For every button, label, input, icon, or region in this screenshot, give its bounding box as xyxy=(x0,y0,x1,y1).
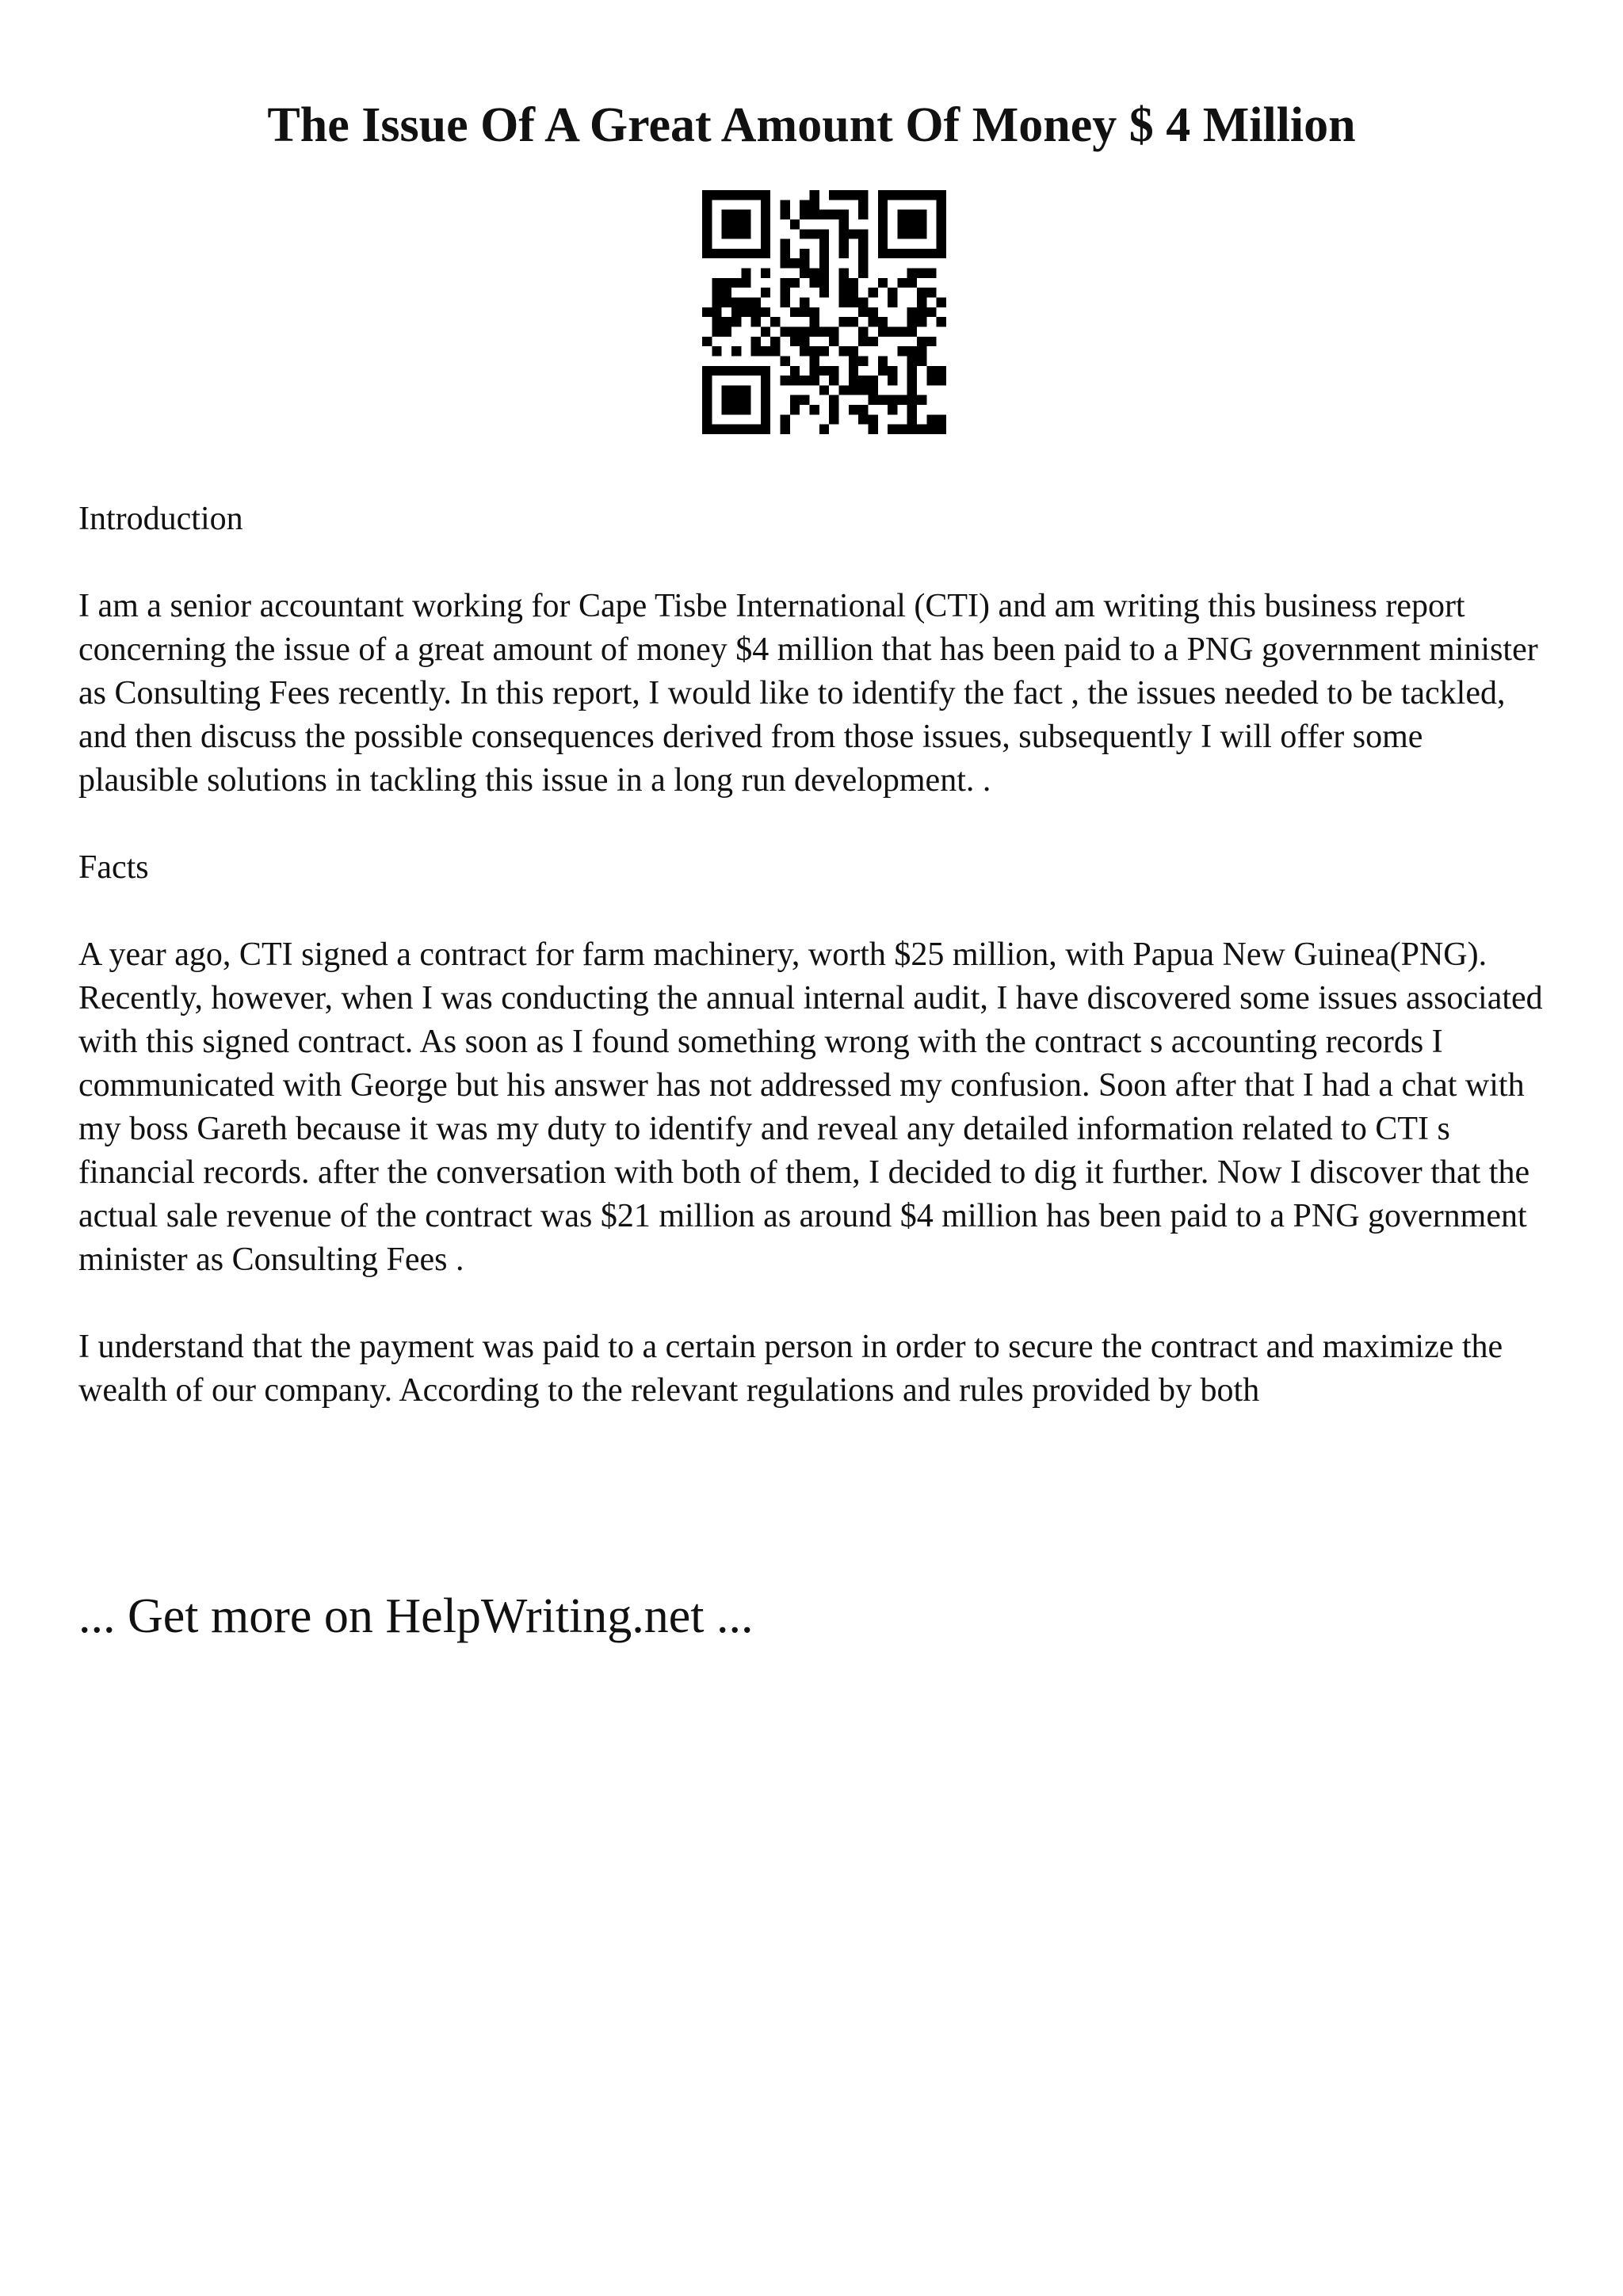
document-title: The Issue Of A Great Amount Of Money $ 4 Million xyxy=(267,98,1356,152)
helpwriting-link[interactable]: ... Get more on HelpWriting.net ... xyxy=(78,1589,754,1643)
facts-paragraph-2: I understand that the payment was paid to a certain person in order to secure the contract and maximize the wealth of our company. According to the relevant regulations and rules provided by both xyxy=(78,1329,1503,1409)
document-body xyxy=(78,498,1545,1413)
section-heading-facts: Facts xyxy=(78,849,149,886)
qr-code-icon xyxy=(702,190,946,434)
facts-paragraph-1: A year ago, CTI signed a contract for farm machinery, worth $25 million, with Papua New Guinea(PNG). Recently, however, when I was conducting the annual internal audit, I have discovered some issues associated with this signed contract. As soon as I found something wrong with the contract s accounting records I communicated with George but his answer has not addressed my confusion. Soon after that I had a chat with my boss Gareth because it was my duty to identify and reveal any detailed information related to CTI s financial records. after the conversation with both of them, I decided to dig it further. Now I discover that the actual sale revenue of the contract was $21 million as around $4 million has been paid to a PNG government minister as Consulting Fees . xyxy=(78,936,1543,1278)
section-heading-introduction: Introduction xyxy=(78,501,243,537)
introduction-paragraph: I am a senior accountant working for Cape Tisbe International (CTI) and am writing this business report concerning the issue of a great amount of money $4 million that has been paid to a PNG government minister as Consulting Fees recently. In this report, I would like to identify the fact , the issues needed to be tackled, and then discuss the possible consequences derived from those issues, subsequently I will offer some plausible solutions in tackling this issue in a long run development. . xyxy=(78,588,1538,799)
